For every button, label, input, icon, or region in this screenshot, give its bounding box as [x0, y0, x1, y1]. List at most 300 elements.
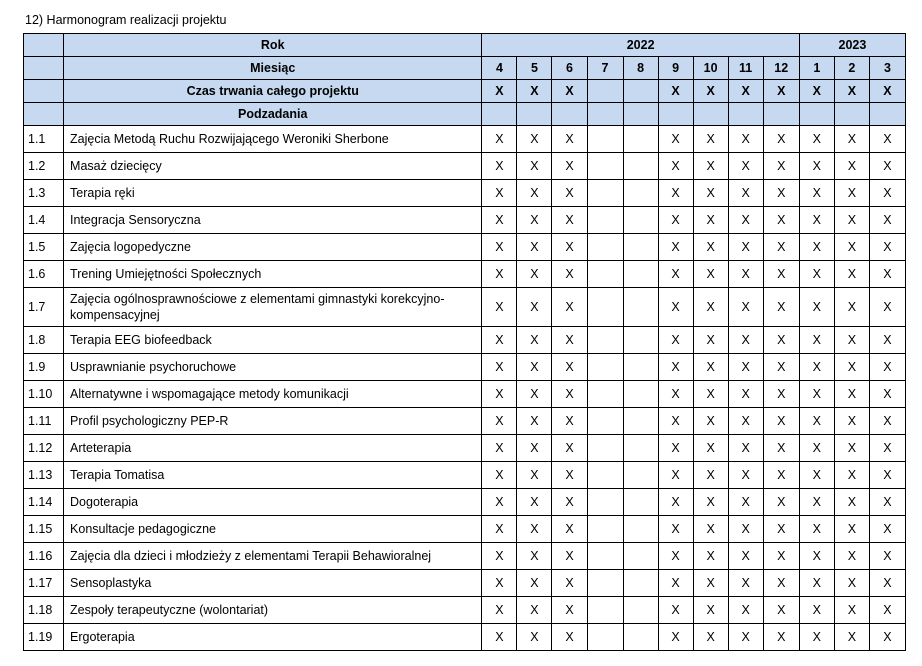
schedule-mark: X [552, 381, 587, 408]
schedule-mark: X [763, 408, 799, 435]
month-cell: 6 [552, 57, 587, 80]
subtasks-label: Podzadania [64, 103, 482, 126]
schedule-mark: X [517, 288, 552, 327]
schedule-mark: X [869, 327, 905, 354]
task-name: Terapia EEG biofeedback [64, 327, 482, 354]
duration-mark: X [799, 80, 834, 103]
schedule-mark [623, 381, 658, 408]
schedule-mark: X [799, 624, 834, 651]
schedule-mark: X [834, 462, 869, 489]
schedule-mark: X [482, 462, 517, 489]
schedule-mark: X [517, 462, 552, 489]
schedule-mark: X [658, 261, 693, 288]
schedule-mark: X [552, 207, 587, 234]
schedule-mark: X [834, 126, 869, 153]
schedule-mark: X [482, 126, 517, 153]
month-cell: 9 [658, 57, 693, 80]
schedule-mark: X [552, 516, 587, 543]
duration-mark: X [658, 80, 693, 103]
schedule-mark: X [869, 435, 905, 462]
schedule-mark [623, 597, 658, 624]
schedule-mark: X [834, 408, 869, 435]
schedule-mark: X [658, 153, 693, 180]
month-cell: 5 [517, 57, 552, 80]
schedule-mark: X [482, 435, 517, 462]
task-name: Terapia ręki [64, 180, 482, 207]
schedule-table [23, 33, 906, 651]
subtasks-header-row [24, 103, 906, 126]
schedule-mark: X [552, 288, 587, 327]
schedule-mark: X [728, 327, 763, 354]
task-row [24, 570, 906, 597]
schedule-mark: X [482, 489, 517, 516]
month-header-row [24, 57, 906, 80]
schedule-mark [587, 126, 623, 153]
schedule-mark [623, 516, 658, 543]
schedule-mark: X [658, 543, 693, 570]
schedule-mark: X [869, 408, 905, 435]
schedule-mark: X [693, 570, 728, 597]
schedule-mark [587, 234, 623, 261]
task-name: Zajęcia logopedyczne [64, 234, 482, 261]
task-number: 1.7 [24, 288, 64, 327]
schedule-mark: X [869, 180, 905, 207]
schedule-mark: X [693, 180, 728, 207]
task-number: 1.3 [24, 180, 64, 207]
duration-mark: X [552, 80, 587, 103]
schedule-mark: X [869, 381, 905, 408]
schedule-mark [587, 153, 623, 180]
schedule-mark: X [482, 327, 517, 354]
schedule-mark: X [799, 516, 834, 543]
task-number: 1.1 [24, 126, 64, 153]
schedule-mark: X [869, 624, 905, 651]
empty-cell [869, 103, 905, 126]
schedule-mark: X [658, 597, 693, 624]
schedule-mark: X [834, 381, 869, 408]
schedule-mark [623, 435, 658, 462]
task-number: 1.13 [24, 462, 64, 489]
schedule-mark: X [693, 462, 728, 489]
schedule-mark: X [552, 462, 587, 489]
schedule-mark: X [693, 516, 728, 543]
task-name: Integracja Sensoryczna [64, 207, 482, 234]
task-row [24, 489, 906, 516]
schedule-mark: X [869, 516, 905, 543]
month-cell: 10 [693, 57, 728, 80]
task-name: Zajęcia ogólnosprawnościowe z elementami gimnastyki korekcyjno-kompensacyjnej [64, 288, 482, 327]
schedule-mark: X [658, 354, 693, 381]
schedule-mark: X [482, 543, 517, 570]
schedule-mark: X [658, 435, 693, 462]
schedule-mark: X [728, 180, 763, 207]
month-cell: 2 [834, 57, 869, 80]
schedule-mark: X [482, 288, 517, 327]
header-blank-cell [24, 103, 64, 126]
schedule-mark: X [517, 153, 552, 180]
schedule-mark: X [834, 597, 869, 624]
schedule-mark: X [728, 624, 763, 651]
schedule-mark: X [693, 153, 728, 180]
schedule-mark: X [693, 327, 728, 354]
schedule-mark: X [658, 180, 693, 207]
schedule-mark: X [517, 126, 552, 153]
schedule-mark: X [693, 261, 728, 288]
schedule-mark [623, 489, 658, 516]
schedule-mark [587, 327, 623, 354]
schedule-mark: X [728, 153, 763, 180]
schedule-mark: X [799, 327, 834, 354]
schedule-mark: X [482, 207, 517, 234]
schedule-mark: X [552, 597, 587, 624]
schedule-mark: X [693, 234, 728, 261]
task-name: Profil psychologiczny PEP-R [64, 408, 482, 435]
schedule-mark: X [834, 624, 869, 651]
schedule-mark [587, 516, 623, 543]
schedule-mark: X [658, 234, 693, 261]
task-number: 1.18 [24, 597, 64, 624]
schedule-mark: X [552, 327, 587, 354]
schedule-mark: X [728, 489, 763, 516]
schedule-mark: X [552, 126, 587, 153]
task-number: 1.10 [24, 381, 64, 408]
schedule-mark: X [552, 435, 587, 462]
schedule-mark: X [799, 354, 834, 381]
schedule-mark: X [834, 153, 869, 180]
task-number: 1.17 [24, 570, 64, 597]
task-number: 1.19 [24, 624, 64, 651]
schedule-mark [623, 261, 658, 288]
empty-cell [587, 103, 623, 126]
task-name: Konsultacje pedagogiczne [64, 516, 482, 543]
schedule-mark: X [799, 261, 834, 288]
schedule-mark: X [869, 543, 905, 570]
duration-mark: X [693, 80, 728, 103]
task-row [24, 288, 906, 327]
schedule-mark: X [482, 381, 517, 408]
schedule-mark: X [482, 180, 517, 207]
month-cell: 1 [799, 57, 834, 80]
empty-cell [799, 103, 834, 126]
schedule-mark: X [869, 153, 905, 180]
schedule-mark: X [693, 543, 728, 570]
project-duration-row [24, 80, 906, 103]
schedule-mark: X [799, 234, 834, 261]
schedule-mark: X [869, 126, 905, 153]
schedule-mark: X [799, 288, 834, 327]
schedule-mark: X [658, 489, 693, 516]
schedule-mark: X [728, 288, 763, 327]
empty-cell [658, 103, 693, 126]
schedule-mark: X [763, 234, 799, 261]
schedule-mark: X [834, 516, 869, 543]
schedule-mark: X [763, 153, 799, 180]
schedule-mark: X [728, 261, 763, 288]
schedule-mark: X [869, 489, 905, 516]
schedule-mark [623, 126, 658, 153]
project-duration-label: Czas trwania całego projektu [64, 80, 482, 103]
task-name: Zajęcia dla dzieci i młodzieży z elementami Terapii Behawioralnej [64, 543, 482, 570]
duration-mark [623, 80, 658, 103]
task-number: 1.8 [24, 327, 64, 354]
schedule-mark: X [869, 354, 905, 381]
task-row [24, 153, 906, 180]
month-cell: 7 [587, 57, 623, 80]
year-2023: 2023 [799, 34, 905, 57]
task-row [24, 234, 906, 261]
task-row [24, 354, 906, 381]
schedule-mark: X [482, 234, 517, 261]
schedule-mark: X [517, 180, 552, 207]
schedule-mark: X [552, 543, 587, 570]
schedule-mark: X [763, 516, 799, 543]
empty-cell [834, 103, 869, 126]
schedule-mark: X [728, 597, 763, 624]
schedule-mark: X [834, 288, 869, 327]
schedule-mark [623, 408, 658, 435]
schedule-mark: X [482, 624, 517, 651]
task-name: Alternatywne i wspomagające metody komunikacji [64, 381, 482, 408]
schedule-mark [587, 543, 623, 570]
schedule-mark: X [799, 153, 834, 180]
schedule-caption: 12) Harmonogram realizacji projektu [25, 13, 227, 27]
schedule-mark: X [763, 261, 799, 288]
header-blank-cell [24, 57, 64, 80]
schedule-mark [623, 288, 658, 327]
schedule-mark: X [834, 435, 869, 462]
schedule-mark: X [517, 381, 552, 408]
duration-mark: X [482, 80, 517, 103]
schedule-mark: X [658, 408, 693, 435]
task-row [24, 381, 906, 408]
schedule-mark: X [869, 597, 905, 624]
schedule-mark: X [728, 516, 763, 543]
schedule-mark [623, 543, 658, 570]
month-cell: 12 [763, 57, 799, 80]
schedule-mark: X [552, 408, 587, 435]
empty-cell [763, 103, 799, 126]
header-blank-cell [24, 34, 64, 57]
task-number: 1.11 [24, 408, 64, 435]
schedule-mark: X [728, 435, 763, 462]
schedule-mark: X [763, 624, 799, 651]
schedule-mark: X [869, 207, 905, 234]
schedule-mark: X [763, 207, 799, 234]
duration-mark: X [728, 80, 763, 103]
task-row [24, 516, 906, 543]
schedule-mark: X [552, 624, 587, 651]
schedule-mark: X [658, 381, 693, 408]
task-name: Sensoplastyka [64, 570, 482, 597]
schedule-mark [587, 180, 623, 207]
schedule-mark: X [763, 489, 799, 516]
schedule-mark [587, 462, 623, 489]
schedule-mark: X [834, 543, 869, 570]
schedule-mark: X [693, 381, 728, 408]
task-row [24, 180, 906, 207]
schedule-mark [587, 597, 623, 624]
task-row [24, 597, 906, 624]
schedule-mark: X [552, 180, 587, 207]
schedule-mark: X [763, 327, 799, 354]
year-2022: 2022 [482, 34, 799, 57]
schedule-mark: X [834, 234, 869, 261]
schedule-mark: X [799, 597, 834, 624]
schedule-mark: X [517, 234, 552, 261]
schedule-mark: X [482, 597, 517, 624]
schedule-mark: X [552, 153, 587, 180]
schedule-mark [623, 180, 658, 207]
schedule-mark: X [799, 207, 834, 234]
schedule-mark: X [482, 153, 517, 180]
task-number: 1.15 [24, 516, 64, 543]
schedule-mark [587, 288, 623, 327]
schedule-mark: X [517, 408, 552, 435]
schedule-mark: X [693, 354, 728, 381]
task-name: Zajęcia Metodą Ruchu Rozwijającego Weroniki Sherbone [64, 126, 482, 153]
schedule-mark: X [482, 354, 517, 381]
task-row [24, 207, 906, 234]
empty-cell [517, 103, 552, 126]
schedule-mark: X [552, 489, 587, 516]
schedule-mark: X [763, 288, 799, 327]
schedule-mark: X [763, 435, 799, 462]
schedule-mark: X [552, 234, 587, 261]
schedule-mark: X [869, 261, 905, 288]
task-row [24, 408, 906, 435]
empty-cell [623, 103, 658, 126]
schedule-mark [587, 570, 623, 597]
schedule-mark: X [693, 489, 728, 516]
schedule-mark: X [728, 381, 763, 408]
task-row [24, 126, 906, 153]
schedule-mark: X [693, 597, 728, 624]
schedule-mark: X [869, 570, 905, 597]
schedule-mark [587, 489, 623, 516]
schedule-mark [587, 435, 623, 462]
task-number: 1.14 [24, 489, 64, 516]
schedule-mark: X [482, 408, 517, 435]
schedule-mark: X [799, 570, 834, 597]
task-number: 1.16 [24, 543, 64, 570]
schedule-mark: X [728, 234, 763, 261]
schedule-mark: X [517, 597, 552, 624]
empty-cell [693, 103, 728, 126]
header-blank-cell [24, 80, 64, 103]
schedule-mark [623, 234, 658, 261]
schedule-mark: X [517, 516, 552, 543]
schedule-mark: X [728, 570, 763, 597]
schedule-mark: X [552, 570, 587, 597]
schedule-mark: X [763, 381, 799, 408]
schedule-mark: X [799, 180, 834, 207]
schedule-mark [623, 207, 658, 234]
schedule-mark: X [763, 180, 799, 207]
schedule-mark: X [517, 207, 552, 234]
task-number: 1.4 [24, 207, 64, 234]
schedule-mark: X [728, 126, 763, 153]
duration-mark: X [869, 80, 905, 103]
schedule-mark: X [517, 354, 552, 381]
schedule-mark: X [799, 381, 834, 408]
schedule-mark: X [517, 261, 552, 288]
task-name: Masaż dziecięcy [64, 153, 482, 180]
schedule-mark: X [763, 354, 799, 381]
task-row [24, 435, 906, 462]
month-cell: 11 [728, 57, 763, 80]
schedule-mark: X [799, 435, 834, 462]
schedule-mark: X [834, 354, 869, 381]
schedule-mark: X [763, 597, 799, 624]
duration-mark [587, 80, 623, 103]
schedule-mark: X [799, 408, 834, 435]
schedule-mark: X [693, 408, 728, 435]
schedule-mark: X [693, 435, 728, 462]
schedule-mark: X [693, 624, 728, 651]
schedule-mark [587, 381, 623, 408]
task-name: Dogoterapia [64, 489, 482, 516]
schedule-mark: X [834, 207, 869, 234]
task-number: 1.2 [24, 153, 64, 180]
schedule-mark: X [763, 462, 799, 489]
schedule-mark [623, 327, 658, 354]
schedule-mark: X [658, 207, 693, 234]
schedule-mark: X [517, 543, 552, 570]
schedule-mark: X [658, 126, 693, 153]
schedule-mark: X [517, 435, 552, 462]
month-cell: 3 [869, 57, 905, 80]
year-label: Rok [64, 34, 482, 57]
schedule-mark [587, 207, 623, 234]
schedule-mark: X [728, 543, 763, 570]
duration-mark: X [834, 80, 869, 103]
schedule-mark: X [658, 516, 693, 543]
schedule-mark: X [869, 462, 905, 489]
schedule-mark [623, 462, 658, 489]
empty-cell [728, 103, 763, 126]
empty-cell [552, 103, 587, 126]
schedule-mark: X [799, 462, 834, 489]
task-name: Zespoły terapeutyczne (wolontariat) [64, 597, 482, 624]
schedule-mark: X [834, 261, 869, 288]
schedule-mark: X [763, 126, 799, 153]
task-name: Usprawnianie psychoruchowe [64, 354, 482, 381]
schedule-mark: X [728, 408, 763, 435]
schedule-mark: X [693, 288, 728, 327]
duration-mark: X [517, 80, 552, 103]
schedule-mark: X [869, 234, 905, 261]
schedule-mark: X [482, 570, 517, 597]
schedule-mark: X [658, 570, 693, 597]
schedule-mark: X [799, 489, 834, 516]
schedule-mark [587, 408, 623, 435]
duration-mark: X [763, 80, 799, 103]
schedule-mark: X [552, 261, 587, 288]
schedule-mark: X [728, 462, 763, 489]
schedule-mark [587, 261, 623, 288]
schedule-mark: X [834, 489, 869, 516]
schedule-mark [623, 624, 658, 651]
schedule-mark: X [728, 354, 763, 381]
schedule-mark: X [693, 126, 728, 153]
task-row [24, 624, 906, 651]
schedule-mark: X [869, 288, 905, 327]
task-number: 1.6 [24, 261, 64, 288]
month-cell: 8 [623, 57, 658, 80]
schedule-mark: X [482, 261, 517, 288]
task-number: 1.5 [24, 234, 64, 261]
task-name: Ergoterapia [64, 624, 482, 651]
